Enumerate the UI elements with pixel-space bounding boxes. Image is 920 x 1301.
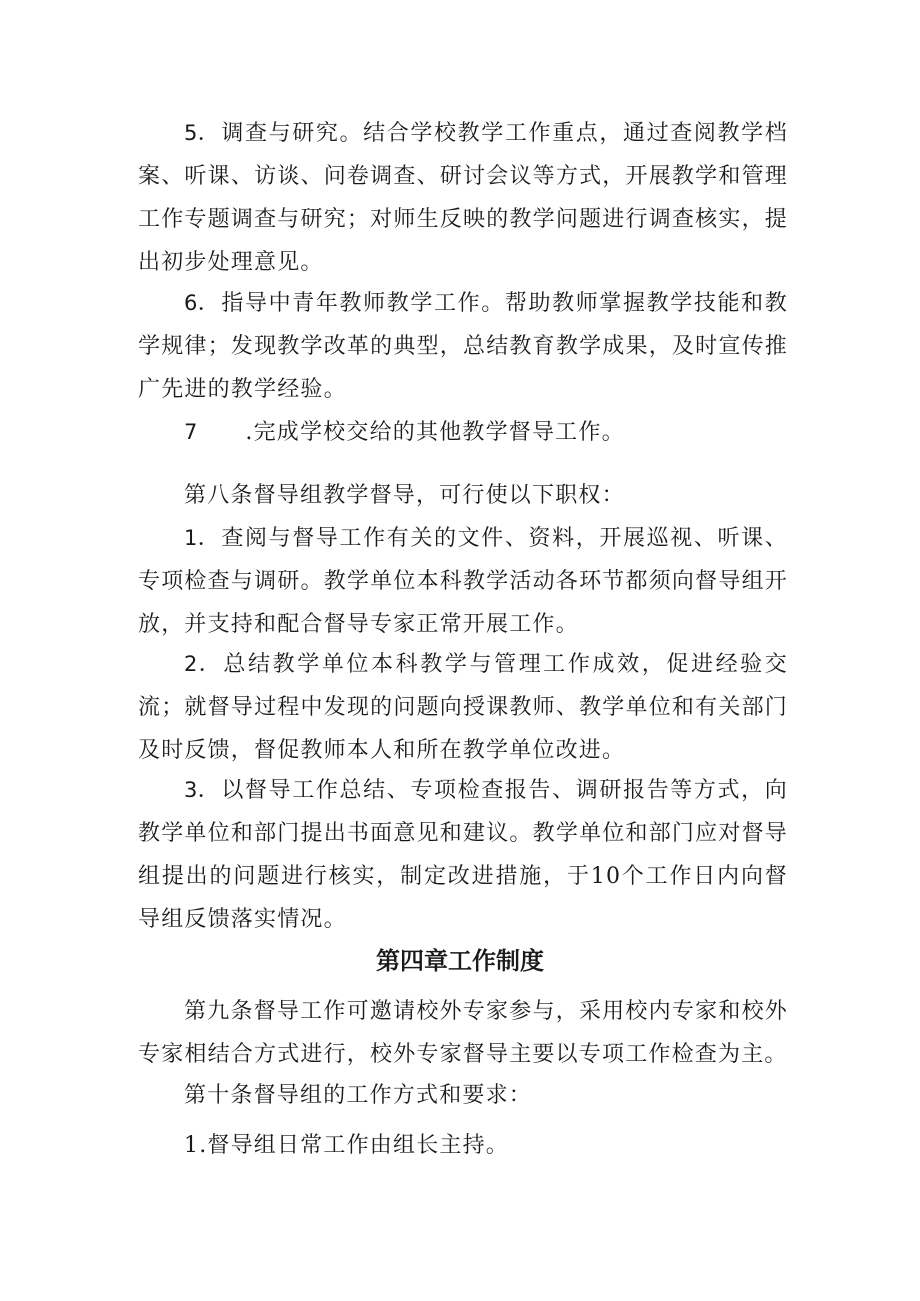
item-text: ．总结教学单位本科教学与管理工作成效，促进经验交流；就督导过程中发现的问题向授课教师、教学单位和有关部门及时反馈，督促教师本人和所在教学单位改进。 <box>138 652 788 763</box>
article-9 <box>138 990 788 1076</box>
item-text: ．指导中青年教师教学工作。帮助教师掌握教学技能和教学规律；发现教学改革的典型，总结教育教学成果，及时宣传推广先进的教学经验。 <box>138 291 788 402</box>
item-number: 1 <box>184 526 198 550</box>
method-item-1 <box>138 1124 788 1167</box>
power-item-2 <box>138 643 788 772</box>
power-item-1 <box>138 517 788 646</box>
item-number: 2 <box>184 652 198 676</box>
item-text: ．查阅与督导工作有关的文件、资料，开展巡视、听课、专项检查与调研。教学单位本科教学活动各环节都须向督导组开放，并支持和配合督导专家正常开展工作。 <box>138 526 788 637</box>
item-text: .完成学校交给的其他教学督导工作。 <box>245 420 625 445</box>
item-number: 7 <box>184 420 198 444</box>
article-text: 第八条督导组教学督导，可行使以下职权： <box>184 483 625 508</box>
paragraph-item-6 <box>138 282 788 411</box>
item-text: ．调查与研究。结合学校教学工作重点，通过查阅教学档案、听课、访谈、问卷调查、研讨会议等方式，开展教学和管理工作专题调查与研究；对师生反映的教学问题进行调查核实，提出初步处理意见。 <box>138 121 788 275</box>
chapter-heading: 第四章工作制度 <box>376 947 544 975</box>
item-number: 3 <box>184 778 198 802</box>
paragraph-item-5 <box>138 112 788 284</box>
item-number: 6 <box>184 291 198 315</box>
article-text: 第十条督导组的工作方式和要求： <box>184 1083 533 1108</box>
item-text: 1.督导组日常工作由组长主持。 <box>184 1133 509 1158</box>
power-item-3 <box>138 769 788 941</box>
item-text: ．以督导工作总结、专项检查报告、调研报告等方式，向教学单位和部门提出书面意见和建议。教学单位和部门应对督导组提出的问题进行核实，制定改进措施，于10个工作日内向督导组反馈落实情况。 <box>138 778 788 932</box>
item-number: 5 <box>184 121 198 145</box>
article-8 <box>138 474 788 517</box>
article-text: 第九条督导工作可邀请校外专家参与，采用校内专家和校外专家相结合方式进行，校外专家督导主要以专项工作检查为主。 <box>138 999 788 1067</box>
paragraph-item-7 <box>138 411 788 454</box>
article-10 <box>138 1074 788 1117</box>
